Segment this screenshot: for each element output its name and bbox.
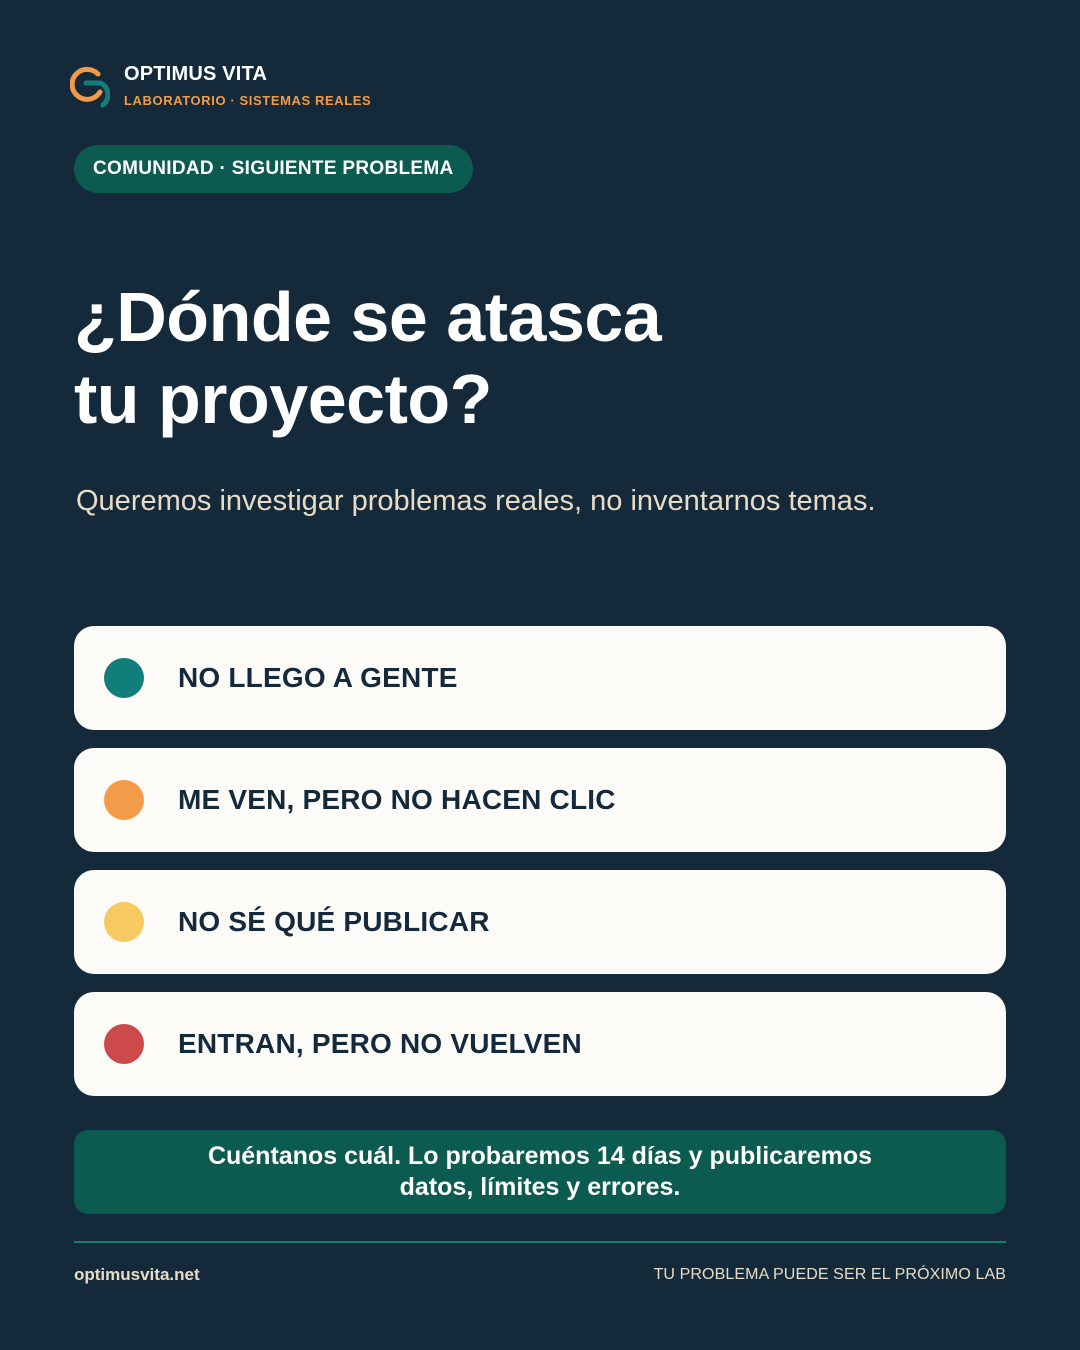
subtitle: Queremos investigar problemas reales, no inventarnos temas. — [76, 485, 876, 517]
option-no-vuelven[interactable] — [74, 992, 1006, 1096]
orange-dot-icon — [104, 780, 144, 820]
category-badge: COMUNIDAD · SIGUIENTE PROBLEMA — [74, 145, 473, 193]
website-link[interactable]: optimusvita.net — [74, 1265, 200, 1284]
footer-tagline: TU PROBLEMA PUEDE SER EL PRÓXIMO LAB — [653, 1266, 1006, 1283]
title-line-1: ¿Dónde se atasca — [74, 278, 662, 356]
brand-logo-icon — [70, 62, 110, 108]
brand-tagline: LABORATORIO · SISTEMAS REALES — [124, 93, 372, 108]
brand-text — [124, 62, 371, 108]
red-dot-icon — [104, 1024, 144, 1064]
option-label: NO LLEGO A GENTE — [178, 662, 458, 693]
option-label: NO SÉ QUÉ PUBLICAR — [178, 906, 490, 937]
page-title — [74, 276, 661, 440]
option-no-se-que-publicar[interactable] — [74, 870, 1006, 974]
yellow-dot-icon — [104, 902, 144, 942]
cta-text: Cuéntanos cuál. Lo probaremos 14 días y publicaremos datos, límites y errores. — [207, 1142, 873, 1201]
teal-dot-icon — [104, 658, 144, 698]
option-no-llego-a-gente[interactable] — [74, 626, 1006, 730]
footer-divider — [74, 1241, 1006, 1243]
options-list — [74, 626, 1006, 1114]
title-line-2: tu proyecto? — [74, 360, 492, 438]
brand-name: OPTIMUS VITA — [124, 63, 268, 85]
option-no-hacen-clic[interactable] — [74, 748, 1006, 852]
option-label: ENTRAN, PERO NO VUELVEN — [178, 1028, 582, 1059]
cta-banner[interactable] — [74, 1130, 1006, 1214]
option-label: ME VEN, PERO NO HACEN CLIC — [178, 784, 616, 815]
brand-header — [70, 62, 371, 108]
